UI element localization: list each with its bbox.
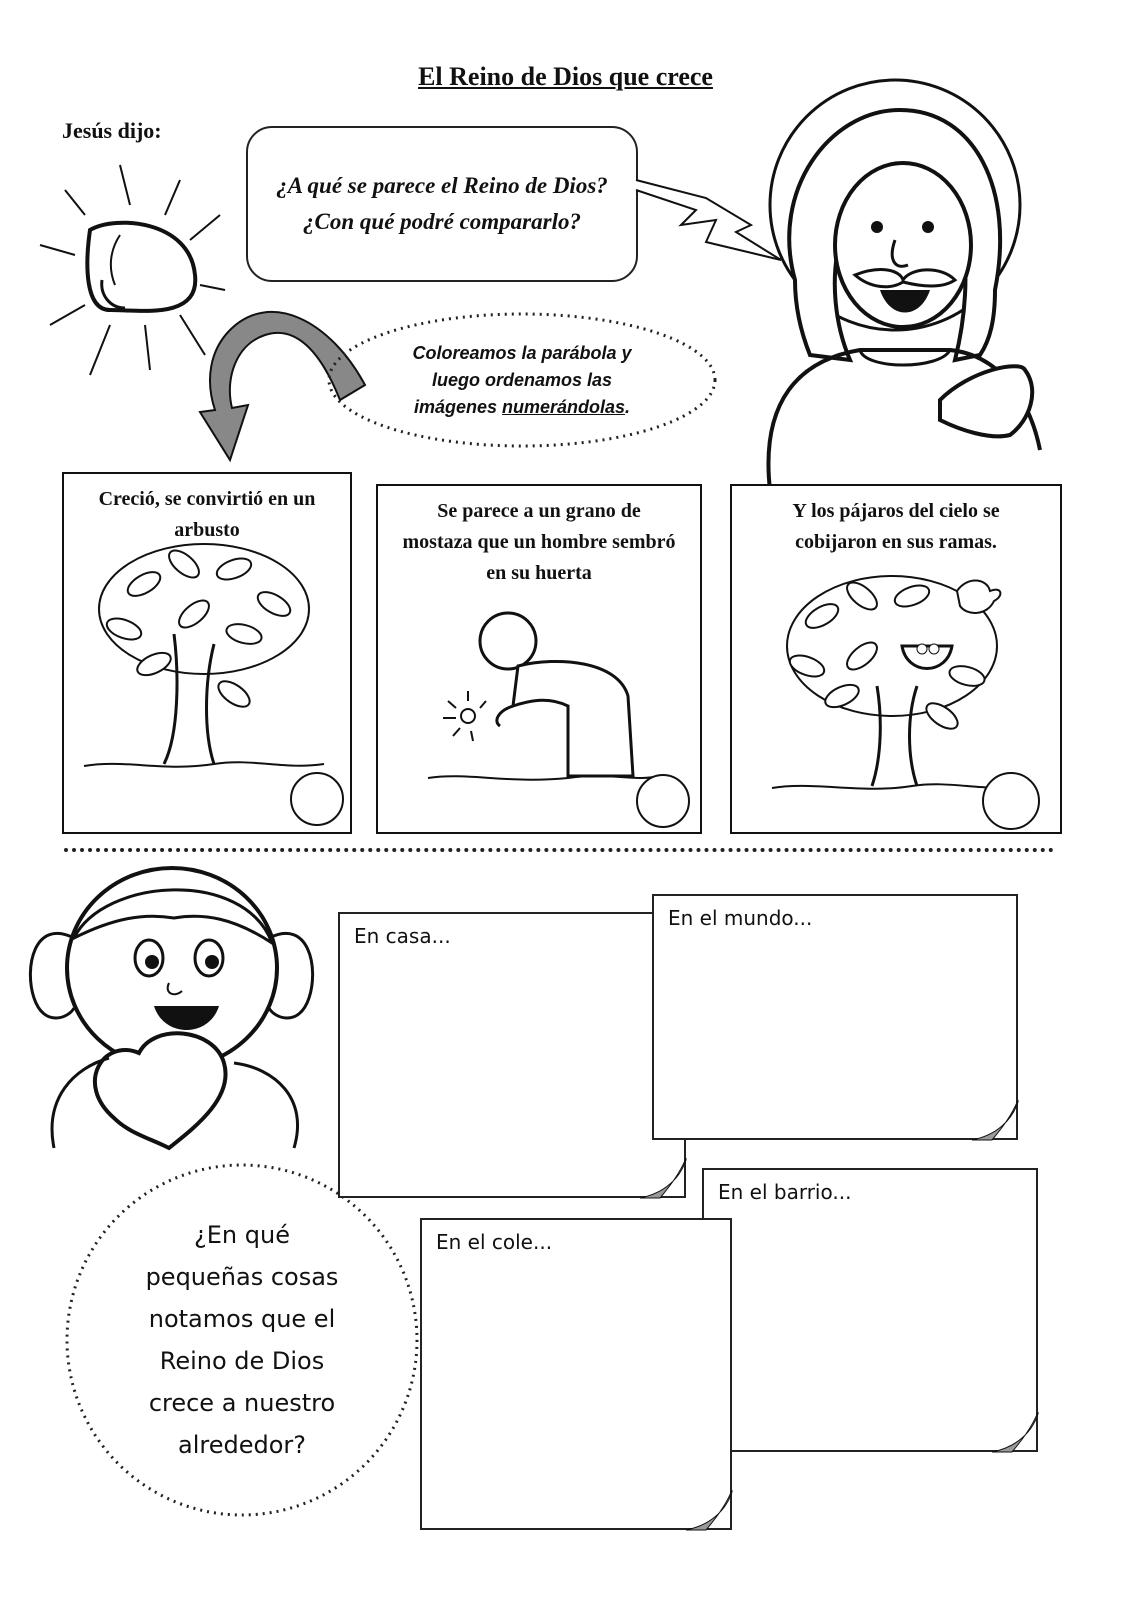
- page-curl-icon: [686, 1490, 732, 1530]
- girl-with-heart-icon: [14, 858, 334, 1168]
- question-line-3: notamos que el: [148, 1305, 336, 1333]
- tree-with-birds-icon: [772, 556, 1032, 796]
- instruction-line-3-prefix: imágenes: [413, 396, 502, 417]
- order-number-circle[interactable]: [636, 774, 690, 828]
- story-panel-2: [376, 484, 702, 834]
- note-label: En el cole...: [436, 1230, 553, 1254]
- note-label: En casa...: [354, 924, 451, 948]
- panel-caption: Se parece a un grano de mostaza que un hombre sembró en su huerta: [402, 500, 676, 584]
- section-divider: [64, 848, 1054, 852]
- question-line-1: ¿En qué: [194, 1221, 290, 1249]
- story-panel-3: [730, 484, 1062, 834]
- note-label: En el barrio...: [718, 1180, 852, 1204]
- question-line-2: pequeñas cosas: [145, 1263, 339, 1291]
- page-curl-icon: [972, 1100, 1018, 1140]
- note-en-el-barrio[interactable]: [702, 1168, 1038, 1452]
- order-number-circle[interactable]: [982, 772, 1040, 830]
- note-en-el-cole[interactable]: [420, 1218, 732, 1530]
- note-en-el-mundo[interactable]: [652, 894, 1018, 1140]
- page-curl-icon: [640, 1158, 686, 1198]
- instruction-underlined-word: numerándolas: [501, 396, 626, 417]
- page-curl-icon: [992, 1412, 1038, 1452]
- order-number-circle[interactable]: [290, 772, 344, 826]
- sowing-man-icon: [428, 606, 668, 806]
- panel-caption: Y los pájaros del cielo se cobijaron en sus ramas.: [792, 500, 1000, 553]
- instruction-line-2: luego ordenamos las: [431, 369, 613, 390]
- panel-caption: Creció, se convirtió en un arbusto: [98, 488, 316, 541]
- speaker-label: Jesús dijo:: [62, 118, 162, 143]
- jesus-icon: [740, 70, 1060, 490]
- question-line-5: crece a nuestro: [148, 1389, 336, 1417]
- speech-bubble: ¿A qué se parece el Reino de Dios? ¿Con qué podré compararlo?: [246, 126, 638, 282]
- question-line-4: Reino de Dios: [159, 1347, 325, 1375]
- question-line-6: alrededor?: [177, 1431, 306, 1459]
- page-title: El Reino de Dios que crece: [418, 62, 713, 91]
- question-text: [62, 1160, 422, 1520]
- instruction-line-3-suffix: .: [625, 396, 631, 417]
- tree-icon: [84, 534, 334, 774]
- note-label: En el mundo...: [668, 906, 813, 930]
- instruction-text: [326, 310, 718, 450]
- story-panel-1: [62, 472, 352, 834]
- instruction-line-1: Coloreamos la parábola y: [412, 342, 632, 363]
- note-en-casa[interactable]: [338, 912, 686, 1198]
